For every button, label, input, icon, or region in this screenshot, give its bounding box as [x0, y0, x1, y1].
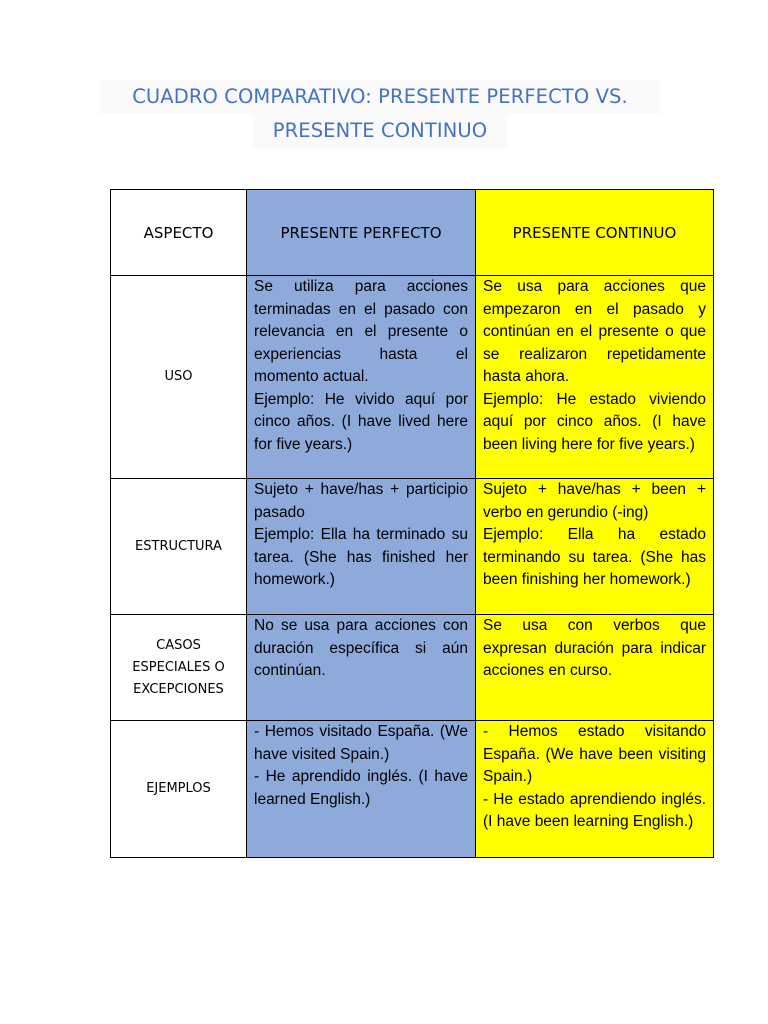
continuo-casos-text: Se usa con verbos que expresan duración para indicar acciones en curso. [483, 617, 706, 679]
continuo-uso-example: Ejemplo: He estado viviendo aquí por cinco años. (I have been living here for five years.) [483, 390, 706, 453]
perfecto-estructura-text: Sujeto + have/has + participio pasado [254, 481, 468, 521]
perfecto-uso-text: Se utiliza para acciones terminadas en el pasado con relevancia en el presente o experiencias hasta el momento actual. [254, 278, 468, 385]
aspect-cell-uso: USO [111, 276, 247, 479]
perfecto-ejemplo-2: - He aprendido inglés. (I have learned English.) [254, 768, 468, 808]
aspect-cell-ejemplos: EJEMPLOS [111, 721, 247, 858]
title-line-1: CUADRO COMPARATIVO: PRESENTE PERFECTO VS. [100, 80, 660, 114]
aspect-casos-line-1: CASOS [156, 637, 201, 653]
perfecto-estructura-example: Ejemplo: Ella ha terminado su tarea. (She has finished her homework.) [254, 526, 468, 588]
continuo-ejemplo-2: - He estado aprendiendo inglés. (I have been learning English.) [483, 790, 706, 830]
continuo-cell-uso [476, 276, 714, 479]
table-row-ejemplos [111, 721, 714, 858]
table-row-estructura [111, 479, 714, 615]
perfecto-cell-uso [247, 276, 476, 479]
continuo-cell-estructura [476, 479, 714, 615]
perfecto-casos-text: No se usa para acciones con duración específica si aún continúan. [254, 617, 468, 679]
aspect-cell-casos-especiales [111, 615, 247, 721]
aspect-casos-line-2: ESPECIALES O [132, 659, 225, 675]
perfecto-cell-estructura [247, 479, 476, 615]
header-aspecto: ASPECTO [111, 190, 247, 276]
perfecto-cell-ejemplos [247, 721, 476, 858]
continuo-estructura-example: Ejemplo: Ella ha estado terminando su tarea. (She has been finishing her homework.) [483, 526, 706, 588]
continuo-ejemplo-1: - Hemos estado visitando España. (We have been visiting Spain.) [483, 723, 706, 785]
header-presente-continuo: PRESENTE CONTINUO [476, 190, 714, 276]
table-row-casos-especiales [111, 615, 714, 721]
continuo-estructura-text: Sujeto + have/has + been + verbo en gerundio (-ing) [483, 481, 706, 521]
continuo-cell-casos-especiales [476, 615, 714, 721]
comparison-table [110, 189, 714, 858]
aspect-cell-estructura: ESTRUCTURA [111, 479, 247, 615]
continuo-cell-ejemplos [476, 721, 714, 858]
perfecto-uso-example: Ejemplo: He vivido aquí por cinco años. (I have lived here for five years.) [254, 390, 468, 453]
continuo-uso-text: Se usa para acciones que empezaron en el pasado y continúan en el presente o que se realizaron repetidamente hasta ahora. [483, 278, 706, 385]
table-header-row [111, 190, 714, 276]
document-title [100, 80, 660, 148]
table-row-uso [111, 276, 714, 479]
perfecto-ejemplo-1: - Hemos visitado España. (We have visited Spain.) [254, 723, 468, 763]
title-line-2: PRESENTE CONTINUO [253, 114, 507, 148]
perfecto-cell-casos-especiales [247, 615, 476, 721]
aspect-casos-line-3: EXCEPCIONES [133, 681, 224, 697]
header-presente-perfecto: PRESENTE PERFECTO [247, 190, 476, 276]
